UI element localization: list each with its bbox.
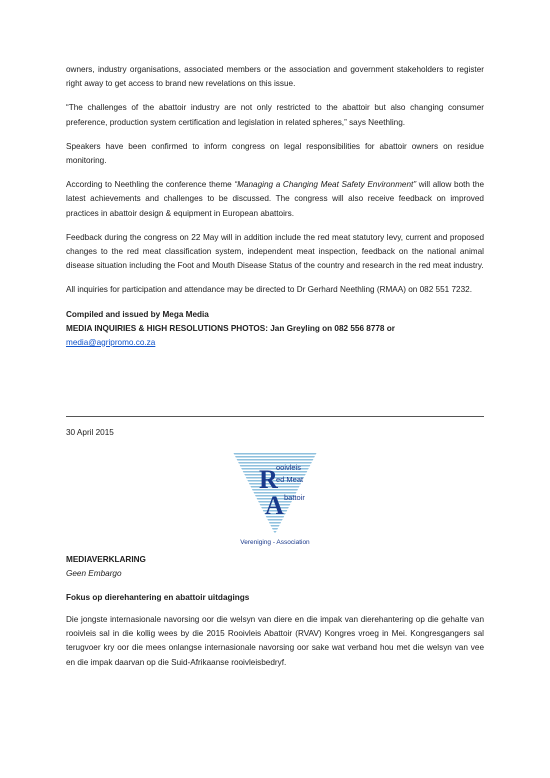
section-divider bbox=[66, 416, 484, 417]
logo-caption: Vereniging - Association bbox=[240, 539, 310, 546]
logo-text-battoir: battoir bbox=[284, 493, 305, 502]
theme-title: “Managing a Changing Meat Safety Environment” bbox=[234, 180, 417, 190]
paragraph-conference-theme bbox=[66, 178, 484, 221]
paragraph-speakers: Speakers have been confirmed to inform congress on legal responsibilities for abattoir owners on residue monitoring. bbox=[66, 141, 484, 166]
afrikaans-heading: MEDIAVERKLARING bbox=[66, 555, 146, 564]
theme-intro: According to Neethling the conference theme bbox=[66, 180, 235, 190]
theme-details: will allow both the latest achievements and challenges to be discussed. The congress will also receive feedback on improved practices in abattoir design & equipment in European abattoirs. bbox=[66, 180, 484, 218]
logo-text-red-meat: ed Meat bbox=[276, 475, 304, 484]
afrikaans-release bbox=[66, 553, 484, 680]
logo-letter-r: R bbox=[259, 465, 278, 494]
release-date: 30 April 2015 bbox=[66, 428, 114, 437]
paragraph-feedback: Feedback during the congress on 22 May will in addition include the red meat statutory levy, current and proposed changes to the red meat classification system, independent meat inspection, feedback on the national animal disease situation including the Foot and Mouth Disease Status of the country and research in the red meat industry. bbox=[66, 232, 484, 271]
english-release-body bbox=[66, 63, 484, 350]
media-email-link[interactable]: media@agripromo.co.za bbox=[66, 337, 156, 347]
compiled-by: Compiled and issued by Mega Media bbox=[66, 309, 209, 319]
paragraph-inquiries: All inquiries for participation and attendance may be directed to Dr Gerhard Neethling (RMAA) on 082 551 7232. bbox=[66, 285, 472, 295]
media-inquiries: MEDIA INQUIRIES & HIGH RESOLUTIONS PHOTOS: Jan Greyling on 082 556 8778 or bbox=[66, 323, 395, 333]
afrikaans-paragraph: Die jongste internasionale navorsing oor die welsyn van diere en die impak van dierehantering op die gehalte van rooivleis sal in die kollig wees by die 2015 Rooivleis Abattoir (RVAV) Kongres vroeg in Mei. Kongresgangers sal terugvoer kry oor die mees onlangse internasionale navorsing oor sake wat verband hou met die welsyn van vee en die impak daarvan op die Suid-Afrikaanse rooivleisbedryf. bbox=[66, 615, 484, 667]
afrikaans-embargo: Geen Embargo bbox=[66, 569, 122, 578]
paragraph-challenges-quote: “The challenges of the abattoir industry are not only restricted to the abattoir but also changing consumer preference, production system certification and legislation in related spheres,” says Neethling. bbox=[66, 103, 484, 127]
logo-letter-a: A bbox=[265, 491, 284, 520]
paragraph-registration: owners, industry organisations, associated members or the association and government stakeholders to register right away to get access to brand new revelations on this issue. bbox=[66, 65, 484, 89]
rmaa-logo bbox=[229, 450, 321, 550]
afrikaans-title: Fokus op dierehantering en abattoir uitdagings bbox=[66, 593, 250, 602]
logo-text-ooivleis: ooivleis bbox=[276, 463, 302, 472]
